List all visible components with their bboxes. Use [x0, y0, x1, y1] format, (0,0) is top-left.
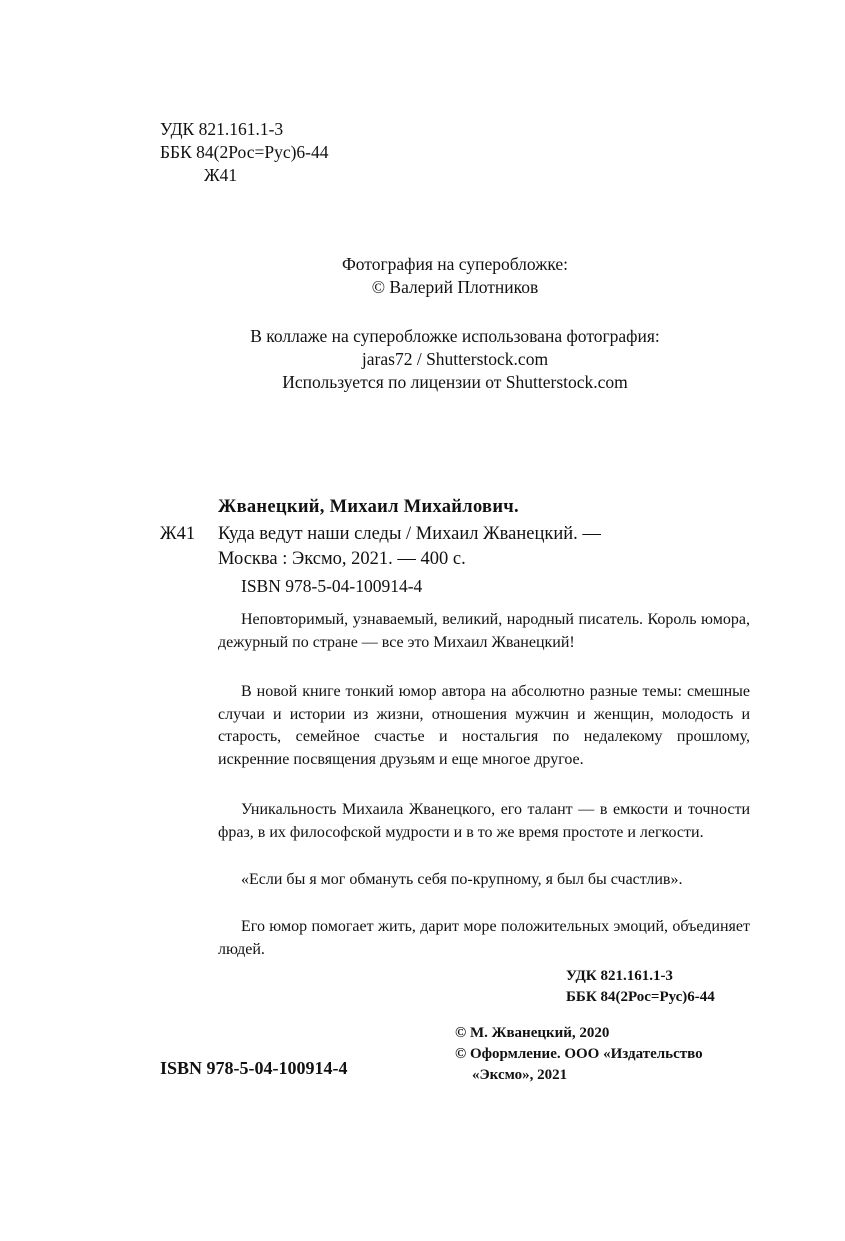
annotation-paragraph: В новой книге тонкий юмор автора на абсолютно разные темы: смешные случаи и истории из жизни, отношения мужчин и женщин, молодость и старость, семейное счастье и ностальгия по недалекому прошлому, искренние посвящения друзьям и еще многое другое.	[218, 683, 750, 768]
right-classification-codes	[566, 966, 715, 1008]
catalog-author-mark: Ж41	[160, 524, 196, 544]
udk-code-bold: УДК 821.161.1-3	[566, 968, 673, 984]
copyright-design-line-1: © Оформление. ООО «Издательство	[455, 1046, 703, 1062]
catalog-title-line-2: Москва : Эксмо, 2021. — 400 с.	[218, 549, 466, 569]
annotation-paragraph: «Если бы я мог обмануть себя по-крупному, я был бы счастлив».	[241, 871, 683, 888]
photo-credit	[150, 253, 760, 299]
bbk-code-bold: ББК 84(2Рос=Рус)6-44	[566, 989, 715, 1005]
collage-credit-source: jaras72 / Shutterstock.com	[361, 349, 549, 369]
catalog-author: Жванецкий, Михаил Михайлович.	[218, 497, 519, 517]
annotation-paragraph: Его юмор помогает жить, дарит море положительных эмоций, объединяет людей.	[218, 918, 750, 958]
collage-credit-label: В коллаже на суперобложке использована фотография:	[250, 326, 660, 346]
collage-credit-license: Используется по лицензии от Shutterstock.com	[282, 372, 628, 392]
isbn-footer: ISBN 978-5-04-100914-4	[160, 1058, 348, 1078]
annotation-paragraph: Уникальность Михаила Жванецкого, его талант — в емкости и точности фраз, в их философской мудрости и в то же время простоте и легкости.	[218, 801, 750, 841]
copyright-author: © М. Жванецкий, 2020	[455, 1025, 610, 1041]
author-mark: Ж41	[204, 165, 238, 185]
annotation-paragraph: Неповторимый, узнаваемый, великий, народный писатель. Король юмора, дежурный по стране — все это Михаил Жванецкий!	[218, 611, 750, 651]
collage-credit	[150, 325, 760, 394]
photo-credit-label: Фотография на суперобложке:	[341, 254, 569, 274]
classification-codes	[160, 118, 329, 187]
catalog-isbn: ISBN 978-5-04-100914-4	[241, 576, 423, 596]
copyright-block	[455, 1023, 703, 1086]
copyright-design-line-2: «Эксмо», 2021	[472, 1067, 568, 1083]
udk-code: УДК 821.161.1-3	[160, 119, 284, 139]
photo-credit-author: © Валерий Плотников	[371, 277, 539, 297]
catalog-title-line-1: Куда ведут наши следы / Михаил Жванецкий. —	[218, 524, 601, 544]
bbk-code: ББК 84(2Рос=Рус)6-44	[160, 142, 329, 162]
